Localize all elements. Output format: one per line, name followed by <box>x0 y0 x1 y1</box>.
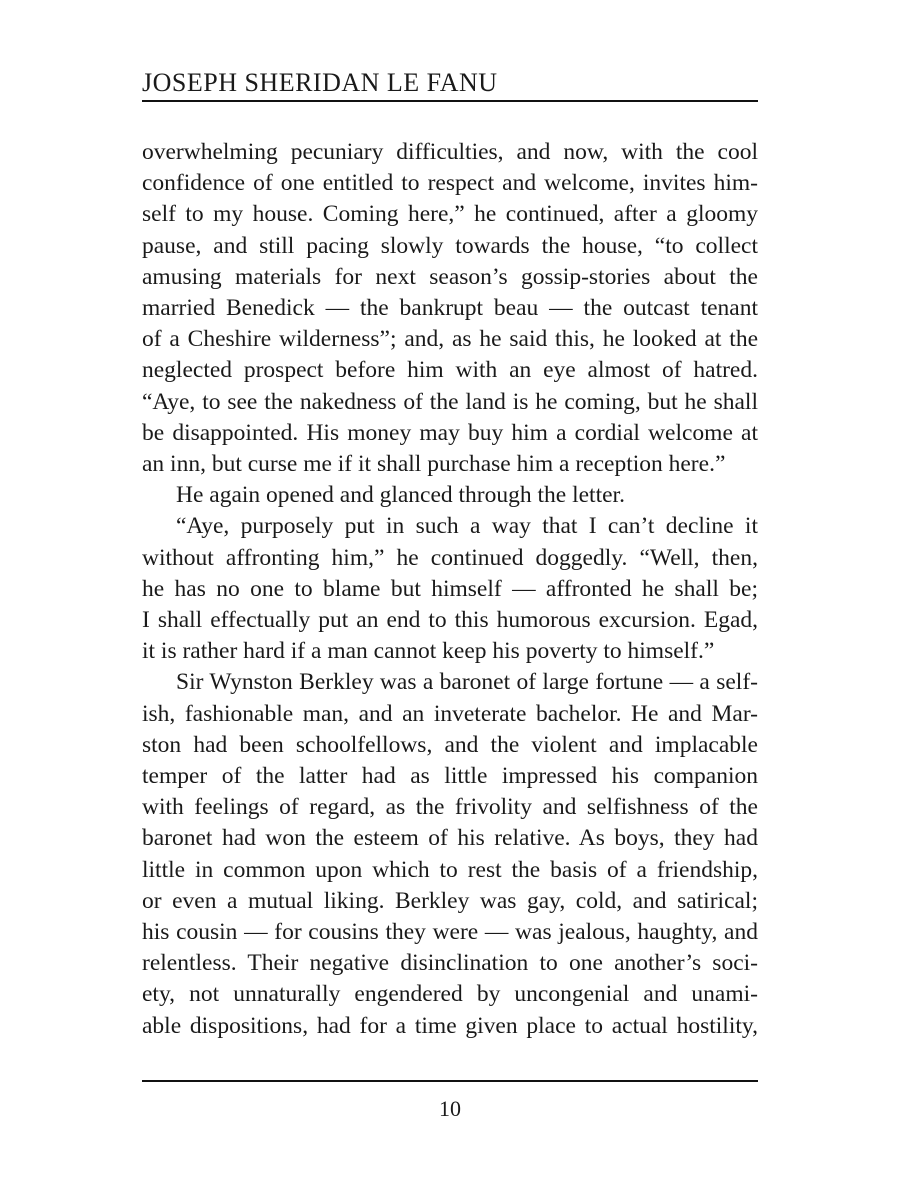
text-line: He again opened and glanced through the letter. <box>176 482 625 509</box>
text-line: self to my house. Coming here,” he continued, after a gloomy <box>142 201 758 228</box>
text-line: baronet had won the esteem of his relative. As boys, they had <box>142 825 758 852</box>
text-line: pause, and still pacing slowly towards the house, “to collect <box>142 232 758 259</box>
text-line: neglected prospect before him with an eye almost of hatred. <box>142 357 758 384</box>
text-line: Sir Wynston Berkley was a baronet of large fortune — a self- <box>176 669 758 696</box>
text-line: little in common upon which to rest the basis of a friendship, <box>142 856 758 883</box>
running-header <box>142 64 758 104</box>
text-line: ston had been schoolfellows, and the violent and implacable <box>142 731 758 758</box>
text-line: married Benedick — the bankrupt beau — the outcast tenant <box>142 295 758 322</box>
running-title: JOSEPH SHERIDAN LE FANU <box>142 68 498 97</box>
text-line: temper of the latter had as little impressed his companion <box>142 763 758 790</box>
text-line: an inn, but curse me if it shall purchase him a reception here.” <box>142 451 726 478</box>
text-line: or even a mutual liking. Berkley was gay, cold, and satirical; <box>142 887 758 914</box>
page-number: 10 <box>439 1096 461 1121</box>
text-line: confidence of one entitled to respect and welcome, invites him- <box>142 170 758 197</box>
text-line: overwhelming pecuniary difficulties, and now, with the cool <box>142 139 758 165</box>
text-line: I shall effectually put an end to this humorous excursion. Egad, <box>142 607 758 634</box>
text-line: without affronting him,” he continued doggedly. “Well, then, <box>142 544 758 571</box>
text-line: he has no one to blame but himself — affronted he shall be; <box>142 575 758 602</box>
text-line: amusing materials for next season’s gossip-stories about the <box>142 263 758 290</box>
text-line: his cousin — for cousins they were — was jealous, haughty, and <box>142 919 758 946</box>
page-body <box>142 137 758 1042</box>
text-line: with feelings of regard, as the frivolity and selfishness of the <box>142 794 758 821</box>
text-line: “Aye, to see the nakedness of the land is he coming, but he shall <box>142 388 758 415</box>
footer-divider <box>142 1080 758 1082</box>
header-divider <box>142 100 758 102</box>
text-line: “Aye, purposely put in such a way that I can’t decline it <box>176 513 758 540</box>
text-line: of a Cheshire wilderness”; and, as he said this, he looked at the <box>142 326 758 353</box>
text-line: it is rather hard if a man cannot keep his poverty to himself.” <box>142 638 715 665</box>
text-line: able dispositions, had for a time given place to actual hostility, <box>142 1012 758 1039</box>
text-line: ety, not unnaturally engendered by uncongenial and unami- <box>142 981 758 1008</box>
text-line: be disappointed. His money may buy him a cordial welcome at <box>142 419 758 446</box>
text-line: ish, fashionable man, and an inveterate bachelor. He and Mar- <box>142 700 758 727</box>
text-line: relentless. Their negative disinclination to one another’s soci- <box>142 950 758 977</box>
